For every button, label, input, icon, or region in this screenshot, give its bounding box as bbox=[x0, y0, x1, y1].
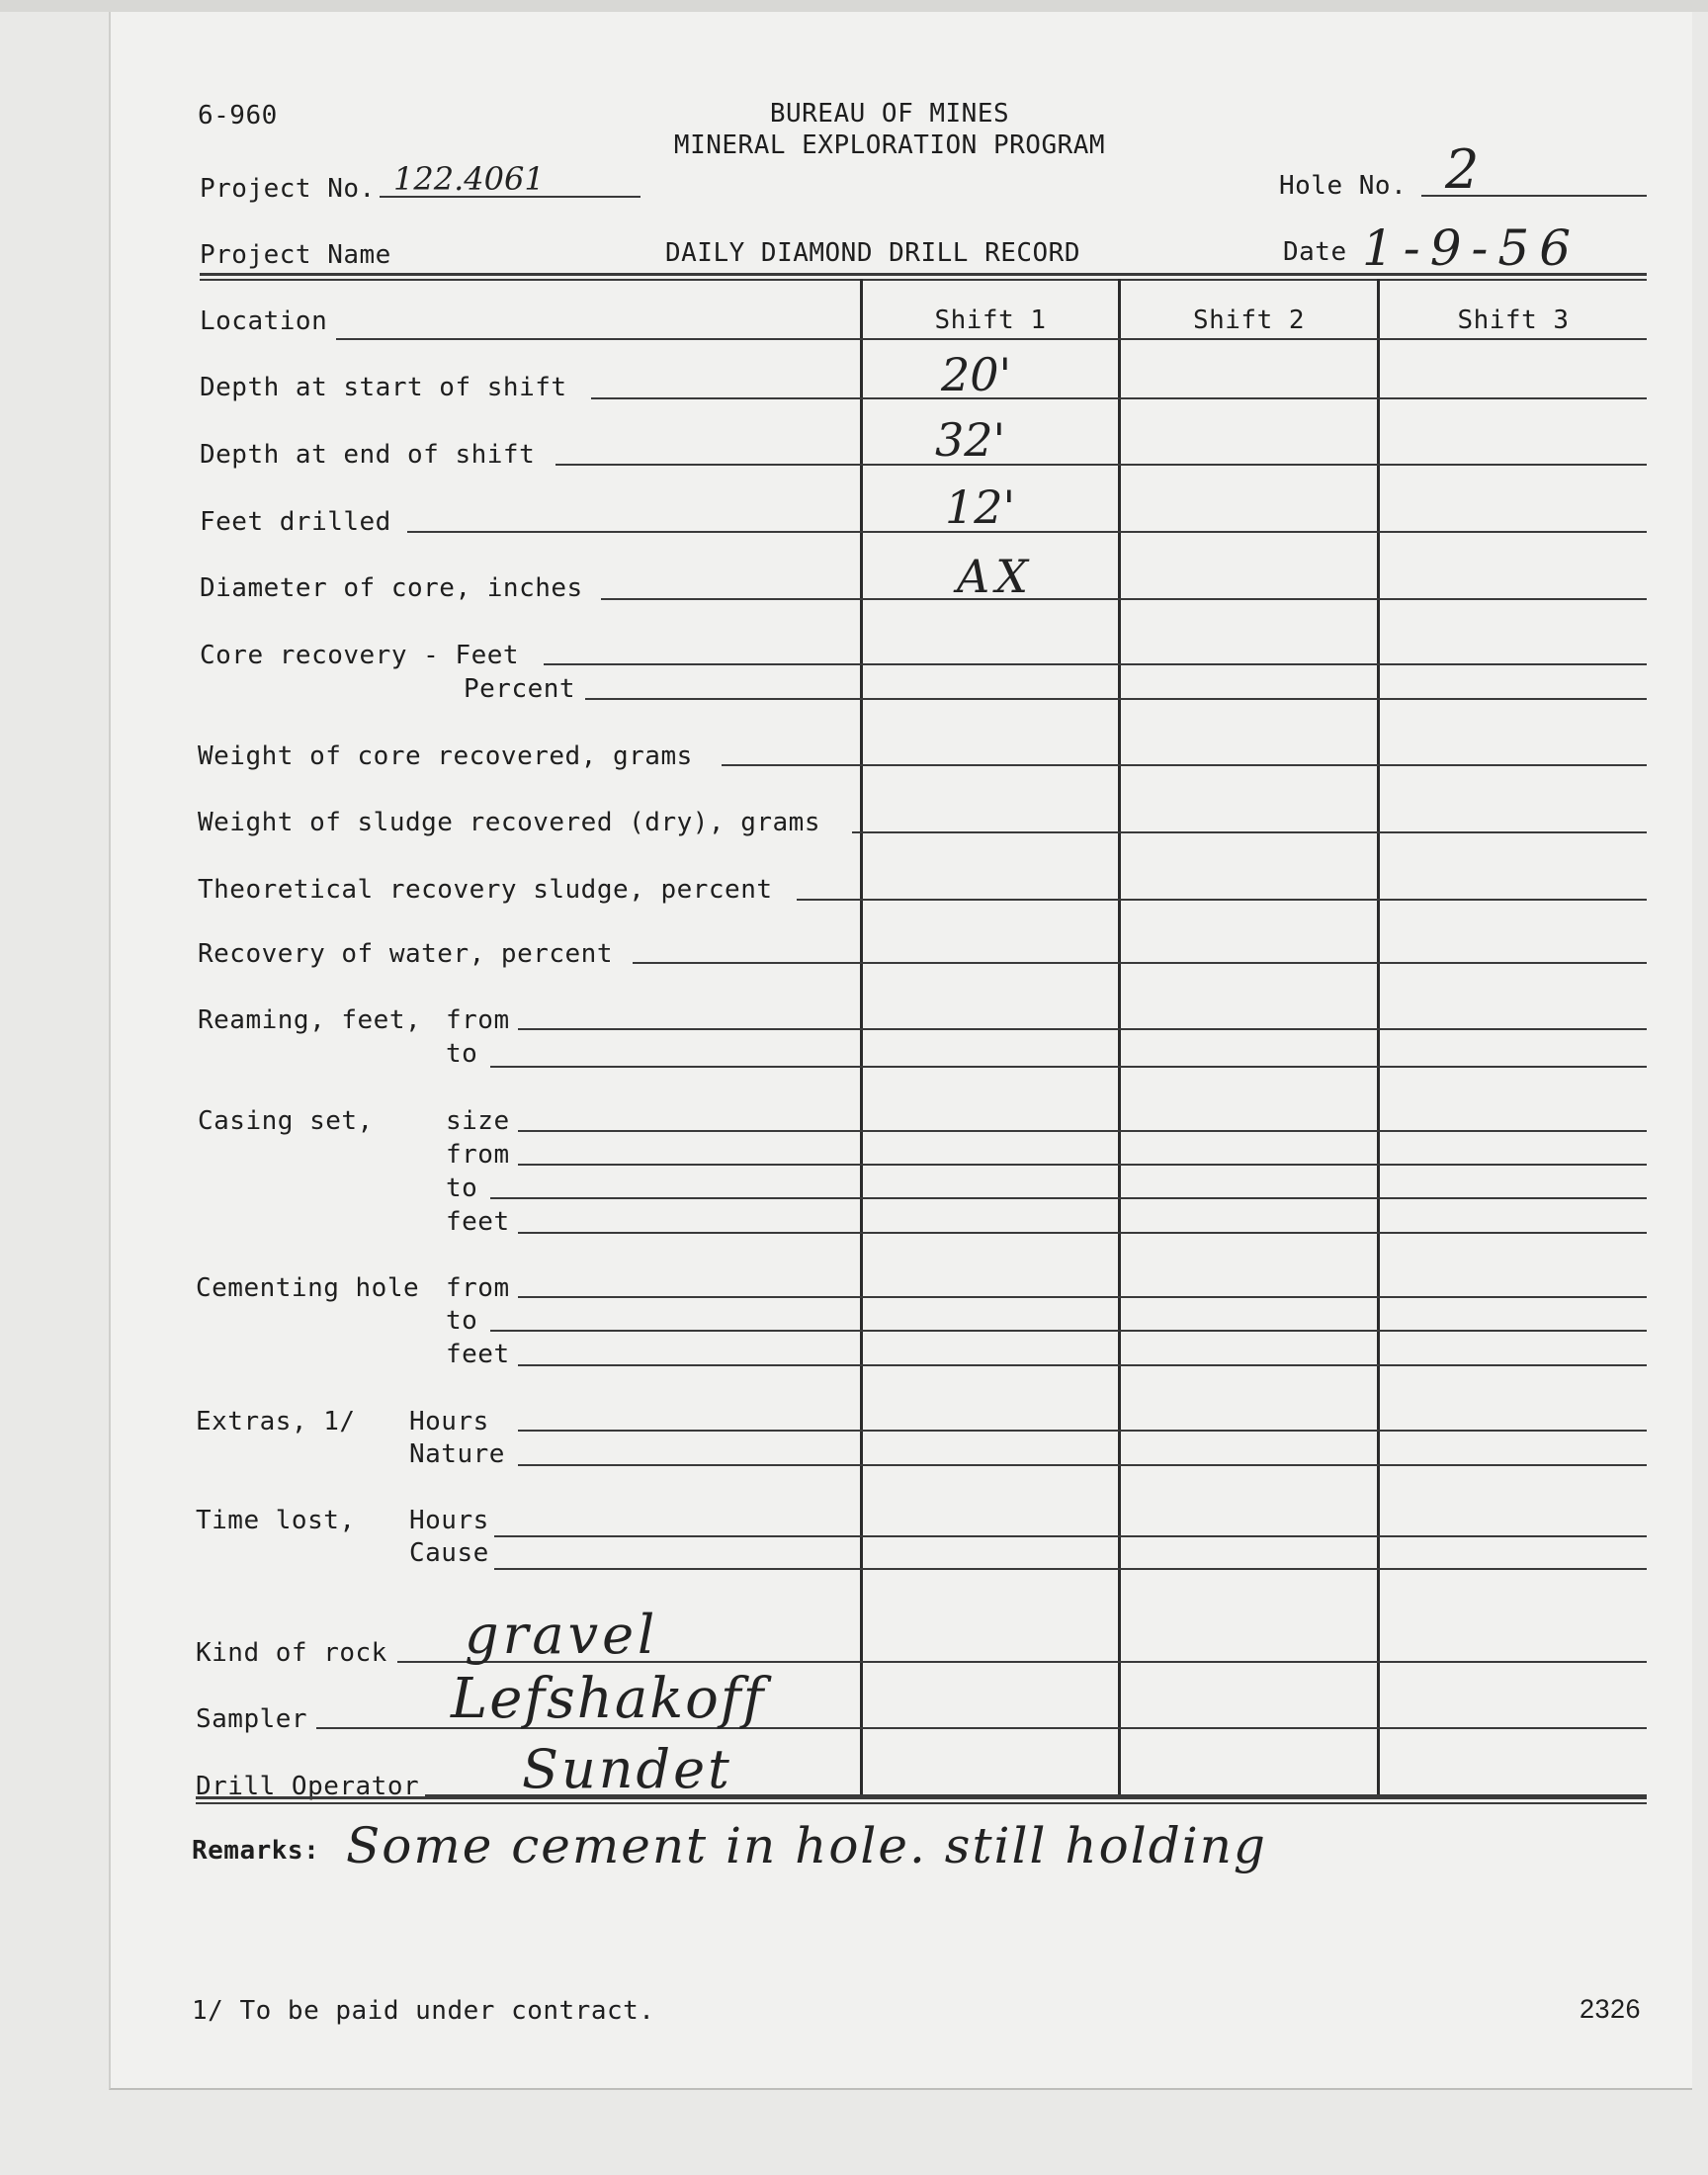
project-no-label: Project No. bbox=[200, 174, 376, 204]
cementing-from-line bbox=[518, 1296, 1647, 1298]
date-value: 1-9-56 bbox=[1362, 219, 1581, 277]
casing-feet-line bbox=[518, 1232, 1647, 1234]
location-label: Location bbox=[200, 306, 328, 336]
reaming-label: Reaming, feet, bbox=[198, 1005, 422, 1035]
reaming-to-line bbox=[490, 1066, 1647, 1068]
core-recovery-line bbox=[544, 663, 1647, 665]
feet-drilled-shift1: 12' bbox=[945, 480, 1016, 534]
weight-sludge-label: Weight of sludge recovered (dry), grams bbox=[198, 808, 820, 837]
casing-from-line bbox=[518, 1164, 1647, 1166]
percent-line bbox=[585, 698, 1647, 700]
percent-label: Percent bbox=[464, 674, 576, 704]
hole-no-value: 2 bbox=[1445, 138, 1480, 201]
table-bottom-rule-2 bbox=[196, 1802, 1647, 1804]
location-line bbox=[336, 338, 1647, 340]
diameter-label: Diameter of core, inches bbox=[200, 573, 583, 603]
form-serial: 2326 bbox=[1580, 1994, 1642, 2024]
casing-size-label: size bbox=[446, 1106, 510, 1136]
cementing-feet-label: feet bbox=[446, 1340, 510, 1369]
column-header-shift-2: Shift 2 bbox=[1192, 305, 1306, 335]
hole-no-label: Hole No. bbox=[1279, 171, 1408, 201]
project-no-value: 122.4061 bbox=[393, 160, 545, 198]
diameter-shift1: AX bbox=[957, 550, 1034, 603]
cementing-feet-line bbox=[518, 1364, 1647, 1366]
casing-feet-label: feet bbox=[446, 1207, 510, 1237]
depth-end-label: Depth at end of shift bbox=[200, 440, 536, 470]
project-name-label: Project Name bbox=[200, 240, 391, 270]
table-bottom-rule bbox=[196, 1796, 1647, 1799]
depth-end-shift1: 32' bbox=[935, 413, 1006, 467]
weight-core-label: Weight of core recovered, grams bbox=[198, 741, 693, 771]
agency-title: BUREAU OF MINES bbox=[769, 99, 1010, 129]
program-title: MINERAL EXPLORATION PROGRAM bbox=[673, 130, 1106, 160]
table-top-rule-2 bbox=[200, 279, 1647, 281]
date-label: Date bbox=[1283, 237, 1347, 267]
reaming-to-label: to bbox=[446, 1039, 478, 1069]
depth-start-shift1: 20' bbox=[941, 348, 1012, 401]
casing-to-line bbox=[490, 1197, 1647, 1199]
time-lost-hours-label: Hours bbox=[409, 1506, 489, 1535]
feet-drilled-line bbox=[407, 531, 1647, 533]
drill-operator-label: Drill Operator bbox=[196, 1772, 420, 1801]
time-lost-label: Time lost, bbox=[196, 1506, 356, 1535]
casing-size-line bbox=[518, 1130, 1647, 1132]
sampler-value: Lefshakoff bbox=[451, 1667, 766, 1731]
depth-start-line bbox=[591, 397, 1647, 399]
footnote: 1/ To be paid under contract. bbox=[192, 1996, 655, 2026]
table-top-rule bbox=[200, 273, 1647, 276]
kind-of-rock-value: gravel bbox=[465, 1604, 659, 1666]
column-header-shift-1: Shift 1 bbox=[934, 305, 1047, 335]
feet-drilled-label: Feet drilled bbox=[200, 507, 391, 537]
remarks-value: Some cement in hole. still holding bbox=[346, 1817, 1267, 1874]
casing-to-label: to bbox=[446, 1174, 478, 1203]
sampler-label: Sampler bbox=[196, 1704, 308, 1734]
cementing-to-line bbox=[490, 1330, 1647, 1332]
form-number: 6-960 bbox=[198, 101, 278, 130]
core-recovery-label: Core recovery - Feet bbox=[200, 641, 520, 670]
reaming-from-line bbox=[518, 1028, 1647, 1030]
cementing-label: Cementing hole bbox=[196, 1273, 420, 1303]
record-title: DAILY DIAMOND DRILL RECORD bbox=[665, 238, 1080, 268]
reaming-from-label: from bbox=[446, 1005, 510, 1035]
extras-label: Extras, 1/ bbox=[196, 1407, 356, 1436]
water-label: Recovery of water, percent bbox=[198, 939, 613, 969]
cementing-to-label: to bbox=[446, 1306, 478, 1336]
theoretical-line bbox=[797, 899, 1647, 901]
time-lost-cause-line bbox=[494, 1568, 1647, 1570]
water-line bbox=[633, 962, 1647, 964]
extras-hours-label: Hours bbox=[409, 1407, 489, 1436]
weight-sludge-line bbox=[852, 831, 1647, 833]
extras-nature-line bbox=[518, 1464, 1647, 1466]
extras-hours-line bbox=[518, 1430, 1647, 1432]
cementing-from-label: from bbox=[446, 1273, 510, 1303]
column-header-shift-3: Shift 3 bbox=[1457, 305, 1570, 335]
diameter-line bbox=[601, 598, 1647, 600]
casing-from-label: from bbox=[446, 1140, 510, 1170]
weight-core-line bbox=[722, 764, 1647, 766]
extras-nature-label: Nature bbox=[409, 1439, 505, 1469]
kind-of-rock-label: Kind of rock bbox=[196, 1638, 387, 1668]
page-top-edge bbox=[0, 0, 1708, 12]
theoretical-label: Theoretical recovery sludge, percent bbox=[198, 875, 773, 905]
depth-end-line bbox=[555, 464, 1647, 466]
time-lost-cause-label: Cause bbox=[409, 1538, 489, 1568]
time-lost-hours-line bbox=[494, 1535, 1647, 1537]
depth-start-label: Depth at start of shift bbox=[200, 373, 567, 402]
drill-operator-value: Sundet bbox=[522, 1738, 732, 1800]
remarks-label: Remarks: bbox=[192, 1836, 320, 1866]
casing-label: Casing set, bbox=[198, 1106, 374, 1136]
